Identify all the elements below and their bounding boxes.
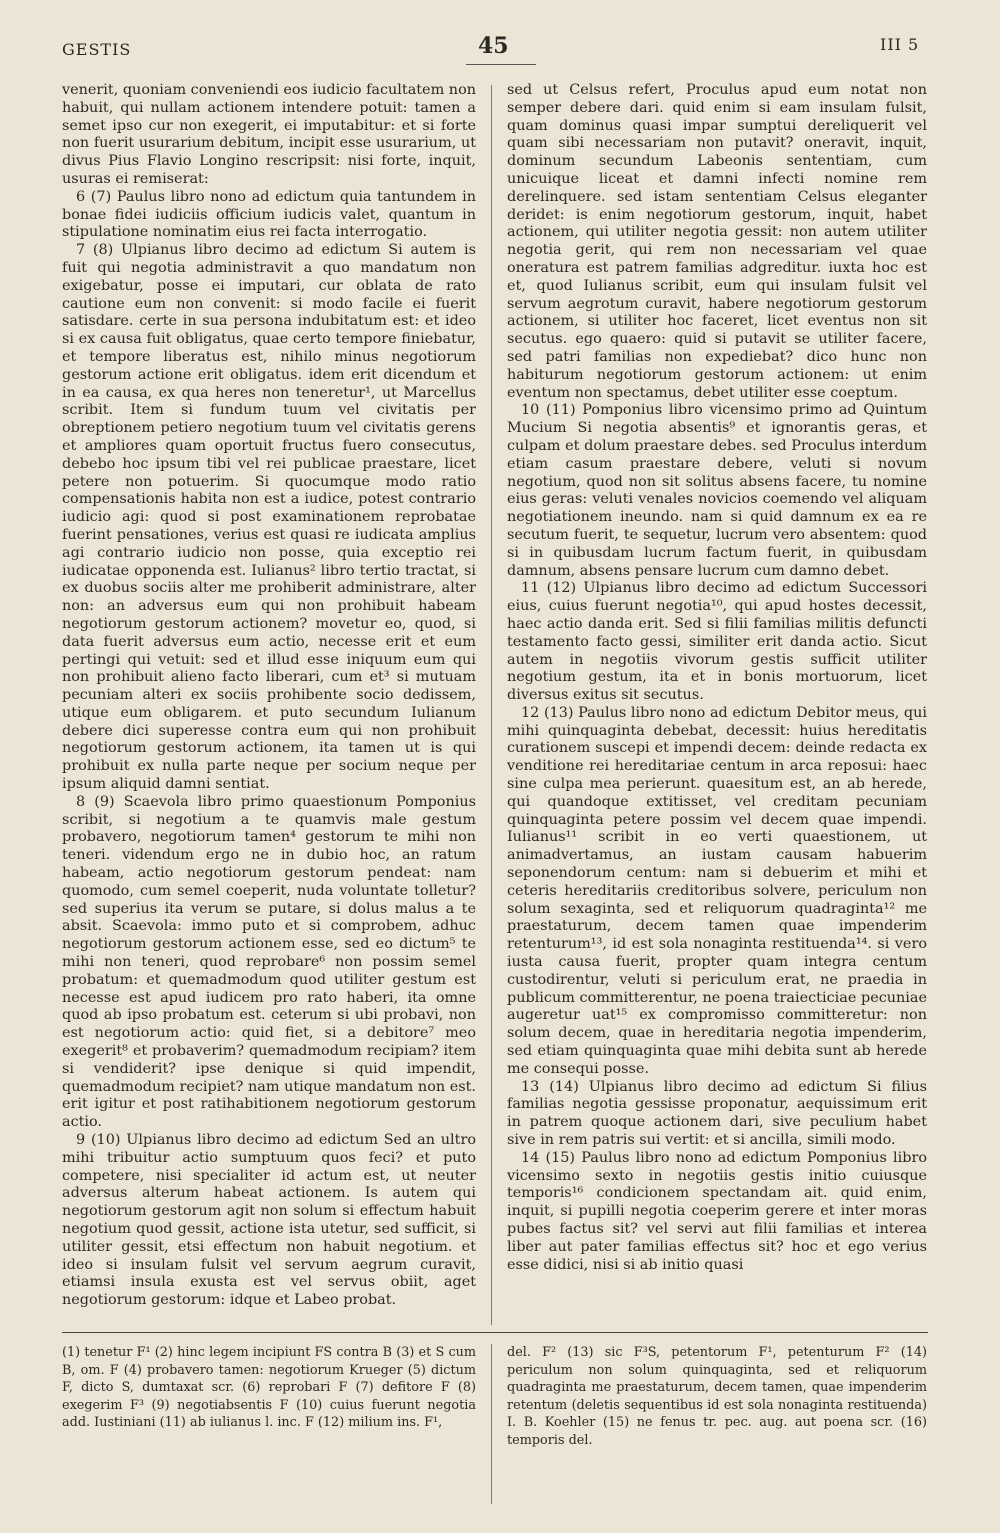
footnote-divider — [491, 1344, 492, 1504]
paragraph: 6 (7) Paulus libro nono ad edictum quia tantundem in bonae fidei iudiciis officium iudicis valet, quantum in stipulatione nominatim eius rei facta interrogatio. — [62, 188, 476, 241]
paragraph: 11 (12) Ulpianus libro decimo ad edictum Successori eius, cuius fuerunt negotia¹⁰, qui apud hostes decessit, haec actio danda erit. Sed si filii familias militis defuncti testamento facto gessi, similiter erit danda actio. Sicut autem in negotiis vivorum gestis sufficit utiliter negotium gestum, ita et in bonis mortuorum, licet diversus exitus sit secutus. — [507, 580, 927, 704]
page-number: 45 — [478, 33, 509, 59]
paragraph: 7 (8) Ulpianus libro decimo ad edictum Si autem is fuit qui negotia administravit a quo mandatum non exigebatur, posse ei imputari, cur oblata de rato cautione eum non convenit: si modo facile ei fuerit satisdare. certe in sua persona indubitatum est: et ideo si ex causa fuit obligatus, quae certo tempore finiebatur, et tempore liberatus est, nihilo minus negotiorum gestorum actione erit obligatus. idem erit dicendum et in ea causa, ex qua heres non teneretur¹, ut Marcellus scribit. Item si fundum tuum vel civitatis per obreptionem petiero negotium tuum vel civitatis gerens et ampliores quam oportuit fructus fuero consecutus, debebo hoc ipsum tibi vel rei publicae praestare, licet petere non potuerim. Si quocumque modo ratio compensationis habita non est a iudice, potest contrario iudicio agi: quod si post examinationem reprobatae fuerint pensationes, verius est quasi re iudicata amplius agi contrario iudicio non posse, quia exceptio rei iudicatae opponenda est. Iulianus² libro tertio tractat, si ex duobus sociis alter me prohiberit administrare, alter non: an adversus eum qui non prohibuit habeam negotiorum gestorum actionem? movetur eo, quod, si data fuerit adversus eum actio, necesse erit et eum pertingi qui vetuit: sed et illud esse iniquum eum qui non prohibuit alieno facto liberari, cum et³ si mutuam pecuniam alteri ex sociis prohibente socio dedissem, utique eum obligarem. et puto secundum Iulianum debere dici superesse contra eum qui non prohibuit negotiorum gestorum actionem, ita tamen ut is qui prohibuit ex nulla parte neque per socium neque per ipsum aliquid damni sentiat. — [62, 242, 476, 793]
paragraph: 14 (15) Paulus libro nono ad edictum Pomponius libro vicensimo sexto in negotiis gestis initio cuiusque temporis¹⁶ condicionem spectandam ait. quid enim, inquit, si pupilli negotia coeperim gerere et inter moras pubes factus sit? vel servi aut filii familias et interea liber aut pater familias effectus sit? hoc et ego verius esse didici, nisi si ab initio quasi — [507, 1149, 927, 1273]
text-column-right — [507, 82, 927, 1274]
footnotes-left: (1) tenetur F¹ (2) hinc legem incipiunt FS contra B (3) et S cum B, om. F (4) probavero tamen: negotiorum Krueger (5) dictum F, dicto S, dumtaxat scr. (6) reprobari F (7) defitore F (8) exegerim F³ (9) negotiabsentis F (10) cuius fuerunt negotia add. Iustiniani (11) ab iulianus l. inc. F (12) milium ins. F¹, — [62, 1345, 476, 1431]
paragraph: sed ut Celsus refert, Proculus apud eum notat non semper debere dari. quid enim si eam insulam fulsit, quam dominus quasi impar sumptui dereliquerit vel quam sibi necessariam non putavit? oneravit, inquit, dominum secundum Labeonis sententiam, cum unicuique liceat et damni infecti nomine rem derelinquere. sed istam sententiam Celsus eleganter deridet: is enim negotiorum gestorum, inquit, habet actionem, qui utiliter negotia gessit: non autem utiliter negotia gerit, qui rem non necessariam vel quae oneratura est patrem familias adgreditur. iuxta hoc est et, quod Iulianus scribit, eum qui insulam fulsit vel servum aegrotum curavit, habere negotiorum gestorum actionem, si utiliter hoc faceret, licet eventus non sit secutus. ego quaero: quid si putavit se utiliter facere, sed patri familias non expediebat? dico hunc non habiturum negotiorum gestorum actionem: ut enim eventum non spectamus, debet utiliter esse coeptum. — [507, 82, 927, 401]
text-column-left — [62, 82, 476, 1310]
paragraph: 8 (9) Scaevola libro primo quaestionum Pomponius scribit, si negotium a te quamvis male gestum probavero, negotiorum tamen⁴ gestorum te mihi non teneri. videndum ergo ne in dubio hoc, an ratum habeam, actio negotiorum gestorum pendeat: nam quomodo, cum semel coeperit, nuda voluntate tolletur? sed superius ita verum se putare, si dolus malus a te absit. Scaevola: immo puto et si comprobem, adhuc negotiorum gestorum actionem esse, sed eo dictum⁵ te mihi non teneri, quod reprobare⁶ non possim semel probatum: et quemadmodum quod utiliter gestum est necesse est apud iudicem pro rato haberi, ita omne quod ab ipso probatum est. ceterum si ubi probavi, non est negotiorum actio: quid fiet, si a debitore⁷ meo exegerit⁸ et probaverim? quemadmodum recipiam? item si vendiderit? ipse denique si quid impendit, quemadmodum recipiet? nam utique mandatum non est. erit igitur et post ratihabitionem negotiorum gestorum actio. — [62, 793, 476, 1131]
running-head-left: GESTIS — [62, 40, 132, 59]
column-divider — [491, 85, 492, 1325]
footnote-rule — [62, 1332, 928, 1333]
paragraph: 12 (13) Paulus libro nono ad edictum Debitor meus, qui mihi quinquaginta debebat, decessit: huius hereditatis curationem suscepi et impendi decem: deinde redacta ex venditione rei hereditariae centum in arca reposui: haec sine culpa mea perierunt. quaesitum est, an ab herede, qui quandoque extitisset, vel creditam pecuniam quinquaginta petere possim vel decem quae impendi. Iulianus¹¹ scribit in eo verti quaestionem, ut animadvertamus, an iustam causam habuerim seponendorum centum: nam si debuerim et mihi et ceteris hereditariis creditoribus solvere, periculum non solum sexaginta, sed et reliquorum quadraginta¹² me praestaturum, decem tamen quae impenderim retenturum¹³, id est sola nonaginta restituenda¹⁴. si vero iusta causa fuerit, propter quam integra centum custodirentur, veluti si periculum erat, ne praedia in publicum committerentur, ne poena traiecticiae pecuniae augeretur uat¹⁵ ex compromisso committeretur: non solum decem, quae in hereditaria negotia impenderim, sed etiam quinquaginta quae mihi debita sunt ab herede me consequi posse. — [507, 704, 927, 1077]
page-number-rule — [466, 64, 536, 65]
running-head-right: III 5 — [880, 35, 920, 54]
paragraph: 10 (11) Pomponius libro vicensimo primo ad Quintum Mucium Si negotia absentis⁹ et ignorantis geras, et culpam et dolum praestare debes. sed Proculus interdum etiam casum praestare debere, veluti si novum negotium, quod non sit solitus absens facere, tu nomine eius geras: veluti venales novicios coemendo vel aliquam negotiationem ineundo. nam si quid damnum ex ea re secutum fuerit, te sequetur, lucrum vero absentem: quod si in quibusdam lucrum factum fuerit, in quibusdam damnum, absens pensare lucrum cum damno debet. — [507, 402, 927, 579]
paragraph: 9 (10) Ulpianus libro decimo ad edictum Sed an ultro mihi tribuitur actio sumptuum quos feci? et puto competere, nisi specialiter id actum est, ut neuter adversus alterum habeat actionem. Is autem qui negotiorum gestorum agit non solum si effectum habuit negotium quod gessit, actione ista utetur, sed sufficit, si utiliter gessit, etsi effectum non habuit negotium. et ideo si insulam fulsit vel servum aegrum curavit, etiamsi insula exusta est vel servus obiit, aget negotiorum gestorum: idque et Labeo probat. — [62, 1132, 476, 1309]
footnotes-right: del. F² (13) sic F³S, petentorum F¹, petenturum F² (14) periculum non solum quinquaginta, sed et reliquorum quadraginta me praestaturum, decem tamen, quae impenderim retentum (deletis sequentibus id est sola nonaginta restituenda) I. B. Koehler (15) ne fenus tr. pec. aug. aut poena scr. (16) temporis del. — [507, 1345, 927, 1448]
paragraph: venerit, quoniam conveniendi eos iudicio facultatem non habuit, qui nullam actionem intendere potuit: tamen a semet ipso cur non exegerit, ei imputabitur: et si forte non fuerit usurarium debitum, incipit esse usurarium, ut divus Pius Flavio Longino rescripsit: nisi forte, inquit, usuras ei remiserat: — [62, 82, 476, 187]
paragraph: 13 (14) Ulpianus libro decimo ad edictum Si filius familias negotia gessisse proponatur, aequissimum erit in patrem quoque actionem dari, sive peculium habet sive in rem patris sui vertit: et si ancilla, simili modo. — [507, 1078, 927, 1149]
